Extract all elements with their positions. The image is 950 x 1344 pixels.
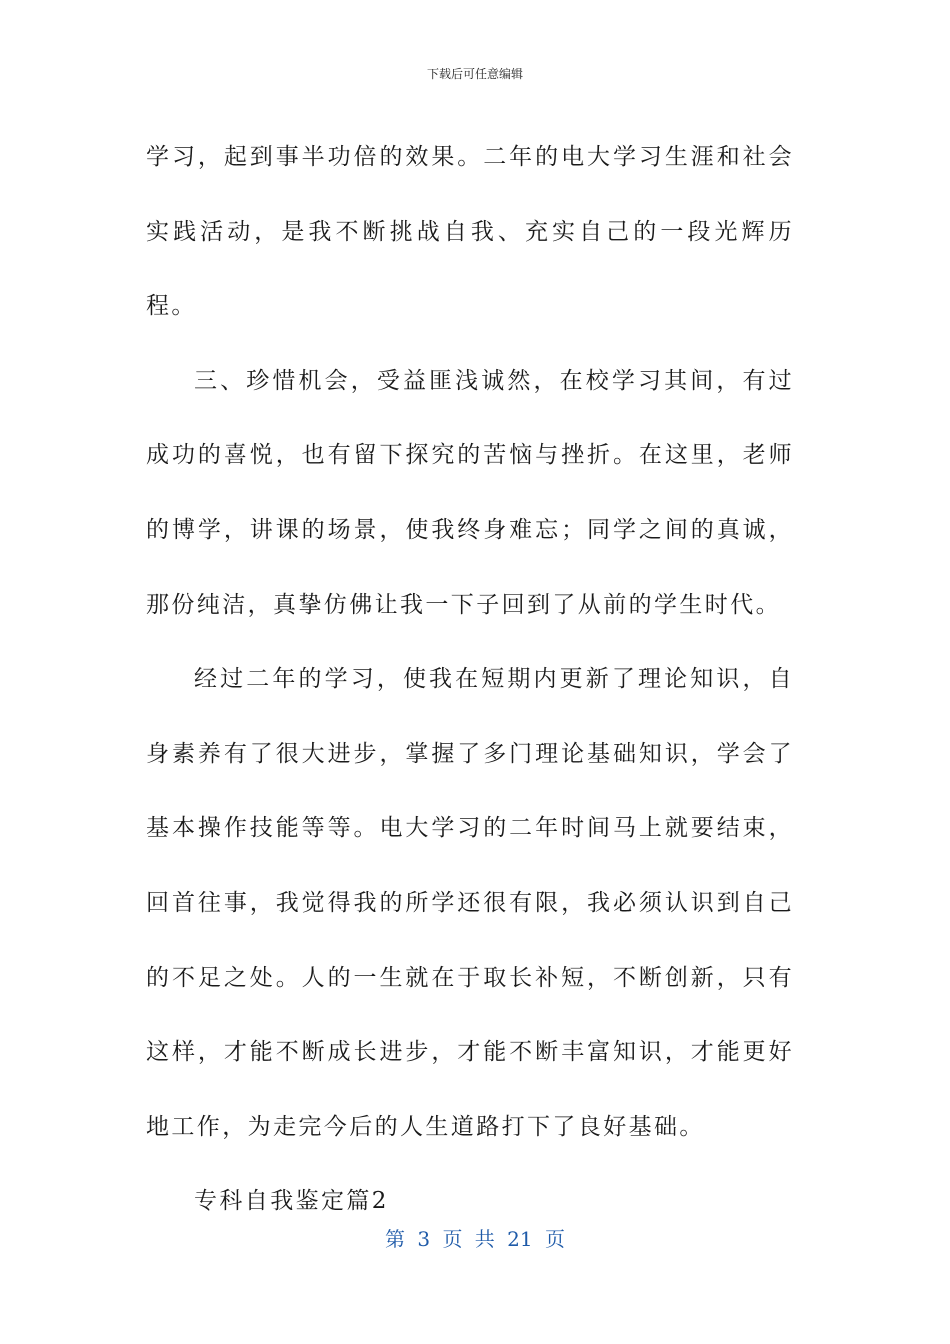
section-heading: 专科自我鉴定篇2 [194,1188,389,1215]
page-number-footer: 第 3 页 共 21 页 [385,1227,565,1251]
paragraph-summary: 经过二年的学习，使我在短期内更新了理论知识，自身素养有了很大进步，掌握了多门理论基础知识，学会了基本操作技能等等。电大学习的二年时间马上就要结束，回首往事，我觉得我的所学还很有限，我必须认识到自己的不足之处。人的一生就在于取长补短，不断创新，只有这样，才能不断成长进步，才能不断丰富知识，才能更好地工作，为走完今后的人生道路打下了良好基础。 [146,666,794,1140]
document-body [146,120,794,1239]
paragraph-continuation: 学习，起到事半功倍的效果。二年的电大学习生涯和社会实践活动，是我不断挑战自我、充实自己的一段光辉历程。 [146,144,794,320]
page-header: 下载后可任意编辑 [426,67,523,81]
paragraph-section-three: 三、珍惜机会，受益匪浅诚然，在校学习其间，有过成功的喜悦，也有留下探究的苦恼与挫折。在这里，老师的博学，讲课的场景，使我终身难忘；同学之间的真诚，那份纯洁，真挚仿佛让我一下子回到了从前的学生时代。 [146,367,794,618]
